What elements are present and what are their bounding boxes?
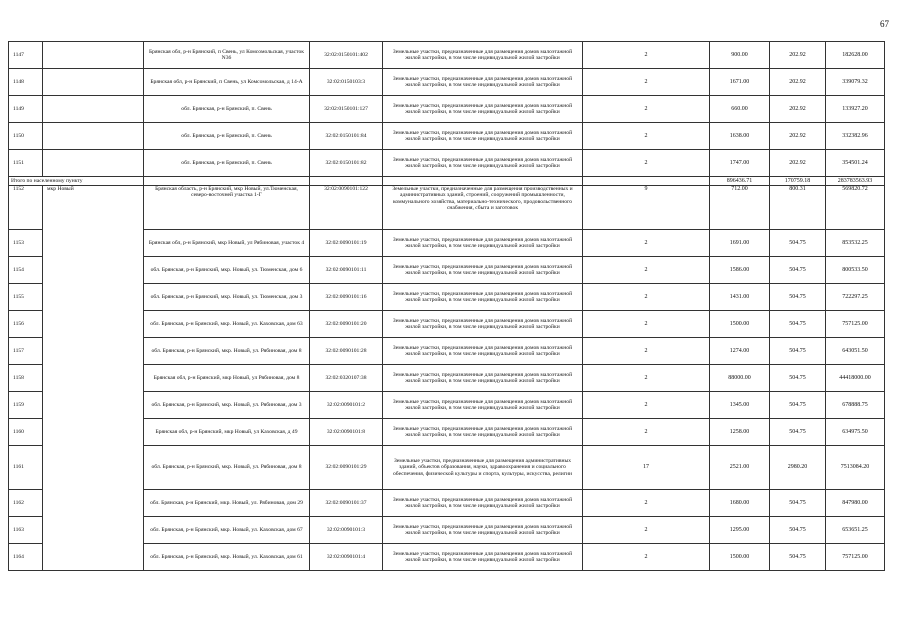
- address-cell: обл. Брянская, р-н Брянский, мкр. Новый, ул. Тюменская, дом 3: [144, 284, 310, 311]
- land-use-cell: Земельные участки, предназначенные для размещения административных зданий, объектов образования, науки, здравоохранения и социального обеспечения, физической культуры и спорта, культуры, искусства, религии: [383, 446, 583, 490]
- group-cell: 2: [583, 544, 710, 571]
- area-cell: 1500.00: [710, 311, 770, 338]
- group-cell: 2: [583, 365, 710, 392]
- cadastral-number-cell: 32:02:0090101:4: [310, 544, 383, 571]
- cost-cell: 133927.20: [826, 96, 885, 123]
- cadastral-number-cell: 32:02:0320107:38: [310, 365, 383, 392]
- address-cell: Брянская обл, р-н Брянский, мкр Новый, ул Каховская, д 49: [144, 419, 310, 446]
- address-cell: обл. Брянская, р-н Брянский, п. Свень: [144, 150, 310, 177]
- address-cell: обл. Брянская, р-н Брянский, п. Свень: [144, 96, 310, 123]
- row-number: 1149: [9, 96, 43, 123]
- row-number: 1148: [9, 69, 43, 96]
- row-number: 1161: [9, 446, 43, 490]
- group-cell: 2: [583, 311, 710, 338]
- row-number: 1158: [9, 365, 43, 392]
- cost-cell: 569820.72: [826, 186, 885, 230]
- cadastral-number-cell: 32:02:0150101:127: [310, 96, 383, 123]
- address-cell: Брянская обл, р-н Брянский, п Свень, ул Комсомольская, д 14-А: [144, 69, 310, 96]
- row-number: 1156: [9, 311, 43, 338]
- total-row: [9, 177, 885, 186]
- cadastral-number-cell: 32:02:0090101:3: [310, 517, 383, 544]
- table-row: [9, 96, 885, 123]
- group-cell: 2: [583, 392, 710, 419]
- row-number: 1152: [9, 186, 43, 230]
- cost-cell: 332382.96: [826, 123, 885, 150]
- group-cell: 2: [583, 42, 710, 69]
- cost-cell: 853532.25: [826, 230, 885, 257]
- land-use-cell: Земельные участки, предназначенные для размещения домов малоэтажной жилой застройки, в том числе индивидуальной жилой застройки: [383, 42, 583, 69]
- cost-cell: 678888.75: [826, 392, 885, 419]
- row-number: 1164: [9, 544, 43, 571]
- area-cell: 1500.00: [710, 544, 770, 571]
- group-cell: 2: [583, 338, 710, 365]
- table-row: [9, 69, 885, 96]
- group-cell: 2: [583, 419, 710, 446]
- uprks-cell: 504.75: [770, 392, 826, 419]
- cost-cell: 7513084.20: [826, 446, 885, 490]
- cadastral-number-cell: 32:02:0090101:28: [310, 338, 383, 365]
- row-number: 1162: [9, 490, 43, 517]
- total-label: Итого по населенному пункту: [9, 177, 144, 186]
- uprks-cell: 504.75: [770, 490, 826, 517]
- uprks-cell: 2980.20: [770, 446, 826, 490]
- cadastral-number-cell: 32:02:0090101:11: [310, 257, 383, 284]
- area-cell: 1295.00: [710, 517, 770, 544]
- address-cell: обл. Брянская, р-н Брянский, мкр. Новый, ул. Каховская, дом 63: [144, 311, 310, 338]
- land-plots-table: [8, 41, 885, 571]
- area-cell: 88000.00: [710, 365, 770, 392]
- uprks-cell: 202.92: [770, 69, 826, 96]
- land-use-cell: Земельные участки, предназначенные для размещения домов малоэтажной жилой застройки, в том числе индивидуальной жилой застройки: [383, 230, 583, 257]
- total-uprks: 170759.18: [770, 177, 826, 186]
- empty-cell: [43, 42, 144, 69]
- uprks-cell: 202.92: [770, 42, 826, 69]
- total-area: 896436.71: [710, 177, 770, 186]
- cadastral-number-cell: 32:02:0090101:29: [310, 446, 383, 490]
- uprks-cell: 202.92: [770, 150, 826, 177]
- row-number: 1151: [9, 150, 43, 177]
- group-cell: 17: [583, 446, 710, 490]
- group-cell: 2: [583, 284, 710, 311]
- cost-cell: 182628.00: [826, 42, 885, 69]
- area-cell: 1747.00: [710, 150, 770, 177]
- empty-cell: [43, 123, 144, 150]
- cadastral-number-cell: 32:02:0150103:3: [310, 69, 383, 96]
- group-cell: 2: [583, 257, 710, 284]
- cadastral-number-cell: 32:02:0090101:122: [310, 186, 383, 230]
- land-use-cell: Земельные участки, предназначенные для размещения домов малоэтажной жилой застройки, в том числе индивидуальной жилой застройки: [383, 257, 583, 284]
- empty-cell: [43, 150, 144, 177]
- group-cell: 2: [583, 490, 710, 517]
- group-cell: 2: [583, 150, 710, 177]
- cost-cell: 634975.50: [826, 419, 885, 446]
- empty-cell: [43, 96, 144, 123]
- cost-cell: 757125.00: [826, 311, 885, 338]
- land-use-cell: Земельные участки, предназначенные для размещения домов малоэтажной жилой застройки, в том числе индивидуальной жилой застройки: [383, 365, 583, 392]
- land-use-cell: Земельные участки, предназначенные для размещения домов малоэтажной жилой застройки, в том числе индивидуальной жилой застройки: [383, 517, 583, 544]
- cost-cell: 643051.50: [826, 338, 885, 365]
- cost-cell: 653651.25: [826, 517, 885, 544]
- total-cost: 283783563.93: [826, 177, 885, 186]
- address-cell: Брянская обл, р-н Брянский, мкр Новый, ул Рябиновая, участок 4: [144, 230, 310, 257]
- address-cell: обл. Брянская, р-н Брянский, мкр. Новый, ул. Рябиновая, дом 8: [144, 446, 310, 490]
- cost-cell: 354501.24: [826, 150, 885, 177]
- area-cell: 1691.00: [710, 230, 770, 257]
- group-cell: 9: [583, 186, 710, 230]
- row-number: 1163: [9, 517, 43, 544]
- land-use-cell: Земельные участки, предназначенные для размещения домов малоэтажной жилой застройки, в том числе индивидуальной жилой застройки: [383, 544, 583, 571]
- address-cell: обл. Брянская, р-н Брянский, мкр. Новый, ул. Рябиновая, дом 29: [144, 490, 310, 517]
- cadastral-number-cell: 32:02:0090101:2: [310, 392, 383, 419]
- area-cell: 1345.00: [710, 392, 770, 419]
- uprks-cell: 504.75: [770, 257, 826, 284]
- area-cell: 1258.00: [710, 419, 770, 446]
- row-number: 1157: [9, 338, 43, 365]
- address-cell: обл. Брянская, р-н Брянский, мкр. Новый, ул. Рябиновая, дом 3: [144, 392, 310, 419]
- cadastral-number-cell: 32:02:0150101:84: [310, 123, 383, 150]
- uprks-cell: 202.92: [770, 96, 826, 123]
- address-cell: обл. Брянская, р-н Брянский, мкр. Новый, ул. Тюменская, дом 6: [144, 257, 310, 284]
- section-name: мкр Новый: [43, 186, 144, 571]
- land-use-cell: Земельные участки, предназначенные для размещения домов малоэтажной жилой застройки, в том числе индивидуальной жилой застройки: [383, 150, 583, 177]
- row-number: 1155: [9, 284, 43, 311]
- cost-cell: 339079.32: [826, 69, 885, 96]
- table-row: [9, 123, 885, 150]
- row-number: 1154: [9, 257, 43, 284]
- area-cell: 1431.00: [710, 284, 770, 311]
- area-cell: 1680.00: [710, 490, 770, 517]
- uprks-cell: 202.92: [770, 123, 826, 150]
- group-cell: 2: [583, 123, 710, 150]
- uprks-cell: 504.75: [770, 230, 826, 257]
- land-use-cell: Земельные участки, предназначенные для размещения домов малоэтажной жилой застройки, в том числе индивидуальной жилой застройки: [383, 338, 583, 365]
- area-cell: 1274.00: [710, 338, 770, 365]
- land-use-cell: Земельные участки, предназначенные для размещения домов малоэтажной жилой застройки, в том числе индивидуальной жилой застройки: [383, 490, 583, 517]
- group-cell: 2: [583, 96, 710, 123]
- land-use-cell: Земельные участки, предназначенные для размещения домов малоэтажной жилой застройки, в том числе индивидуальной жилой застройки: [383, 419, 583, 446]
- table-row: [9, 42, 885, 69]
- uprks-cell: 504.75: [770, 338, 826, 365]
- row-number: 1147: [9, 42, 43, 69]
- group-cell: 2: [583, 517, 710, 544]
- table-row: [9, 150, 885, 177]
- cost-cell: 722297.25: [826, 284, 885, 311]
- area-cell: 1671.00: [710, 69, 770, 96]
- area-cell: 1638.00: [710, 123, 770, 150]
- row-number: 1150: [9, 123, 43, 150]
- land-use-cell: Земельные участки, предназначенные для размещения производственных и административных зданий, строений, сооружений промышленности, коммунального хозяйства, материально-технического, продовольственного снабжения, сбыта и заготовок: [383, 186, 583, 230]
- address-cell: обл. Брянская, р-н Брянский, мкр. Новый, ул. Каховская, дом 61: [144, 544, 310, 571]
- land-use-cell: Земельные участки, предназначенные для размещения домов малоэтажной жилой застройки, в том числе индивидуальной жилой застройки: [383, 284, 583, 311]
- cost-cell: 847980.00: [826, 490, 885, 517]
- uprks-cell: 504.75: [770, 311, 826, 338]
- uprks-cell: 800.31: [770, 186, 826, 230]
- cadastral-number-cell: 32:02:0150101:402: [310, 42, 383, 69]
- cost-cell: 800533.50: [826, 257, 885, 284]
- area-cell: 900.00: [710, 42, 770, 69]
- area-cell: 2521.00: [710, 446, 770, 490]
- area-cell: 660.00: [710, 96, 770, 123]
- address-cell: обл. Брянская, р-н Брянский, мкр. Новый, ул. Рябиновая, дом 8: [144, 338, 310, 365]
- cadastral-number-cell: 32:02:0090101:8: [310, 419, 383, 446]
- row-number: 1159: [9, 392, 43, 419]
- land-use-cell: Земельные участки, предназначенные для размещения домов малоэтажной жилой застройки, в том числе индивидуальной жилой застройки: [383, 69, 583, 96]
- empty-cell: [43, 69, 144, 96]
- uprks-cell: 504.75: [770, 284, 826, 311]
- address-cell: обл. Брянская, р-н Брянский, п. Свень: [144, 123, 310, 150]
- cadastral-number-cell: 32:02:0090101:19: [310, 230, 383, 257]
- uprks-cell: 504.75: [770, 517, 826, 544]
- uprks-cell: 504.75: [770, 419, 826, 446]
- row-number: 1160: [9, 419, 43, 446]
- row-number: 1153: [9, 230, 43, 257]
- area-cell: 712.00: [710, 186, 770, 230]
- cadastral-number-cell: 32:02:0090101:20: [310, 311, 383, 338]
- area-cell: 1586.00: [710, 257, 770, 284]
- cadastral-number-cell: 32:02:0150101:82: [310, 150, 383, 177]
- land-use-cell: Земельные участки, предназначенные для размещения домов малоэтажной жилой застройки, в том числе индивидуальной жилой застройки: [383, 123, 583, 150]
- address-cell: обл. Брянская, р-н Брянский, мкр. Новый, ул. Каховская, дом 67: [144, 517, 310, 544]
- group-cell: 2: [583, 69, 710, 96]
- land-use-cell: Земельные участки, предназначенные для размещения домов малоэтажной жилой застройки, в том числе индивидуальной жилой застройки: [383, 96, 583, 123]
- address-cell: Брянская обл, р-н Брянский, п Свень, ул Комсомольская, участок N36: [144, 42, 310, 69]
- land-use-cell: Земельные участки, предназначенные для размещения домов малоэтажной жилой застройки, в том числе индивидуальной жилой застройки: [383, 311, 583, 338]
- address-cell: Брянская обл, р-н Брянский, мкр Новый, ул Рябиновая, дом 8: [144, 365, 310, 392]
- cadastral-number-cell: 32:02:0090101:37: [310, 490, 383, 517]
- cost-cell: 757125.00: [826, 544, 885, 571]
- page-number: 67: [880, 19, 889, 29]
- group-cell: 2: [583, 230, 710, 257]
- land-use-cell: Земельные участки, предназначенные для размещения домов малоэтажной жилой застройки, в том числе индивидуальной жилой застройки: [383, 392, 583, 419]
- cost-cell: 44418000.00: [826, 365, 885, 392]
- address-cell: Брянская область, р-н Брянский, мкр Новый, ул.Тюменская, северо-восточней участка 1-Г: [144, 186, 310, 230]
- table-row: [9, 186, 885, 230]
- cadastral-number-cell: 32:02:0090101:16: [310, 284, 383, 311]
- uprks-cell: 504.75: [770, 544, 826, 571]
- uprks-cell: 504.75: [770, 365, 826, 392]
